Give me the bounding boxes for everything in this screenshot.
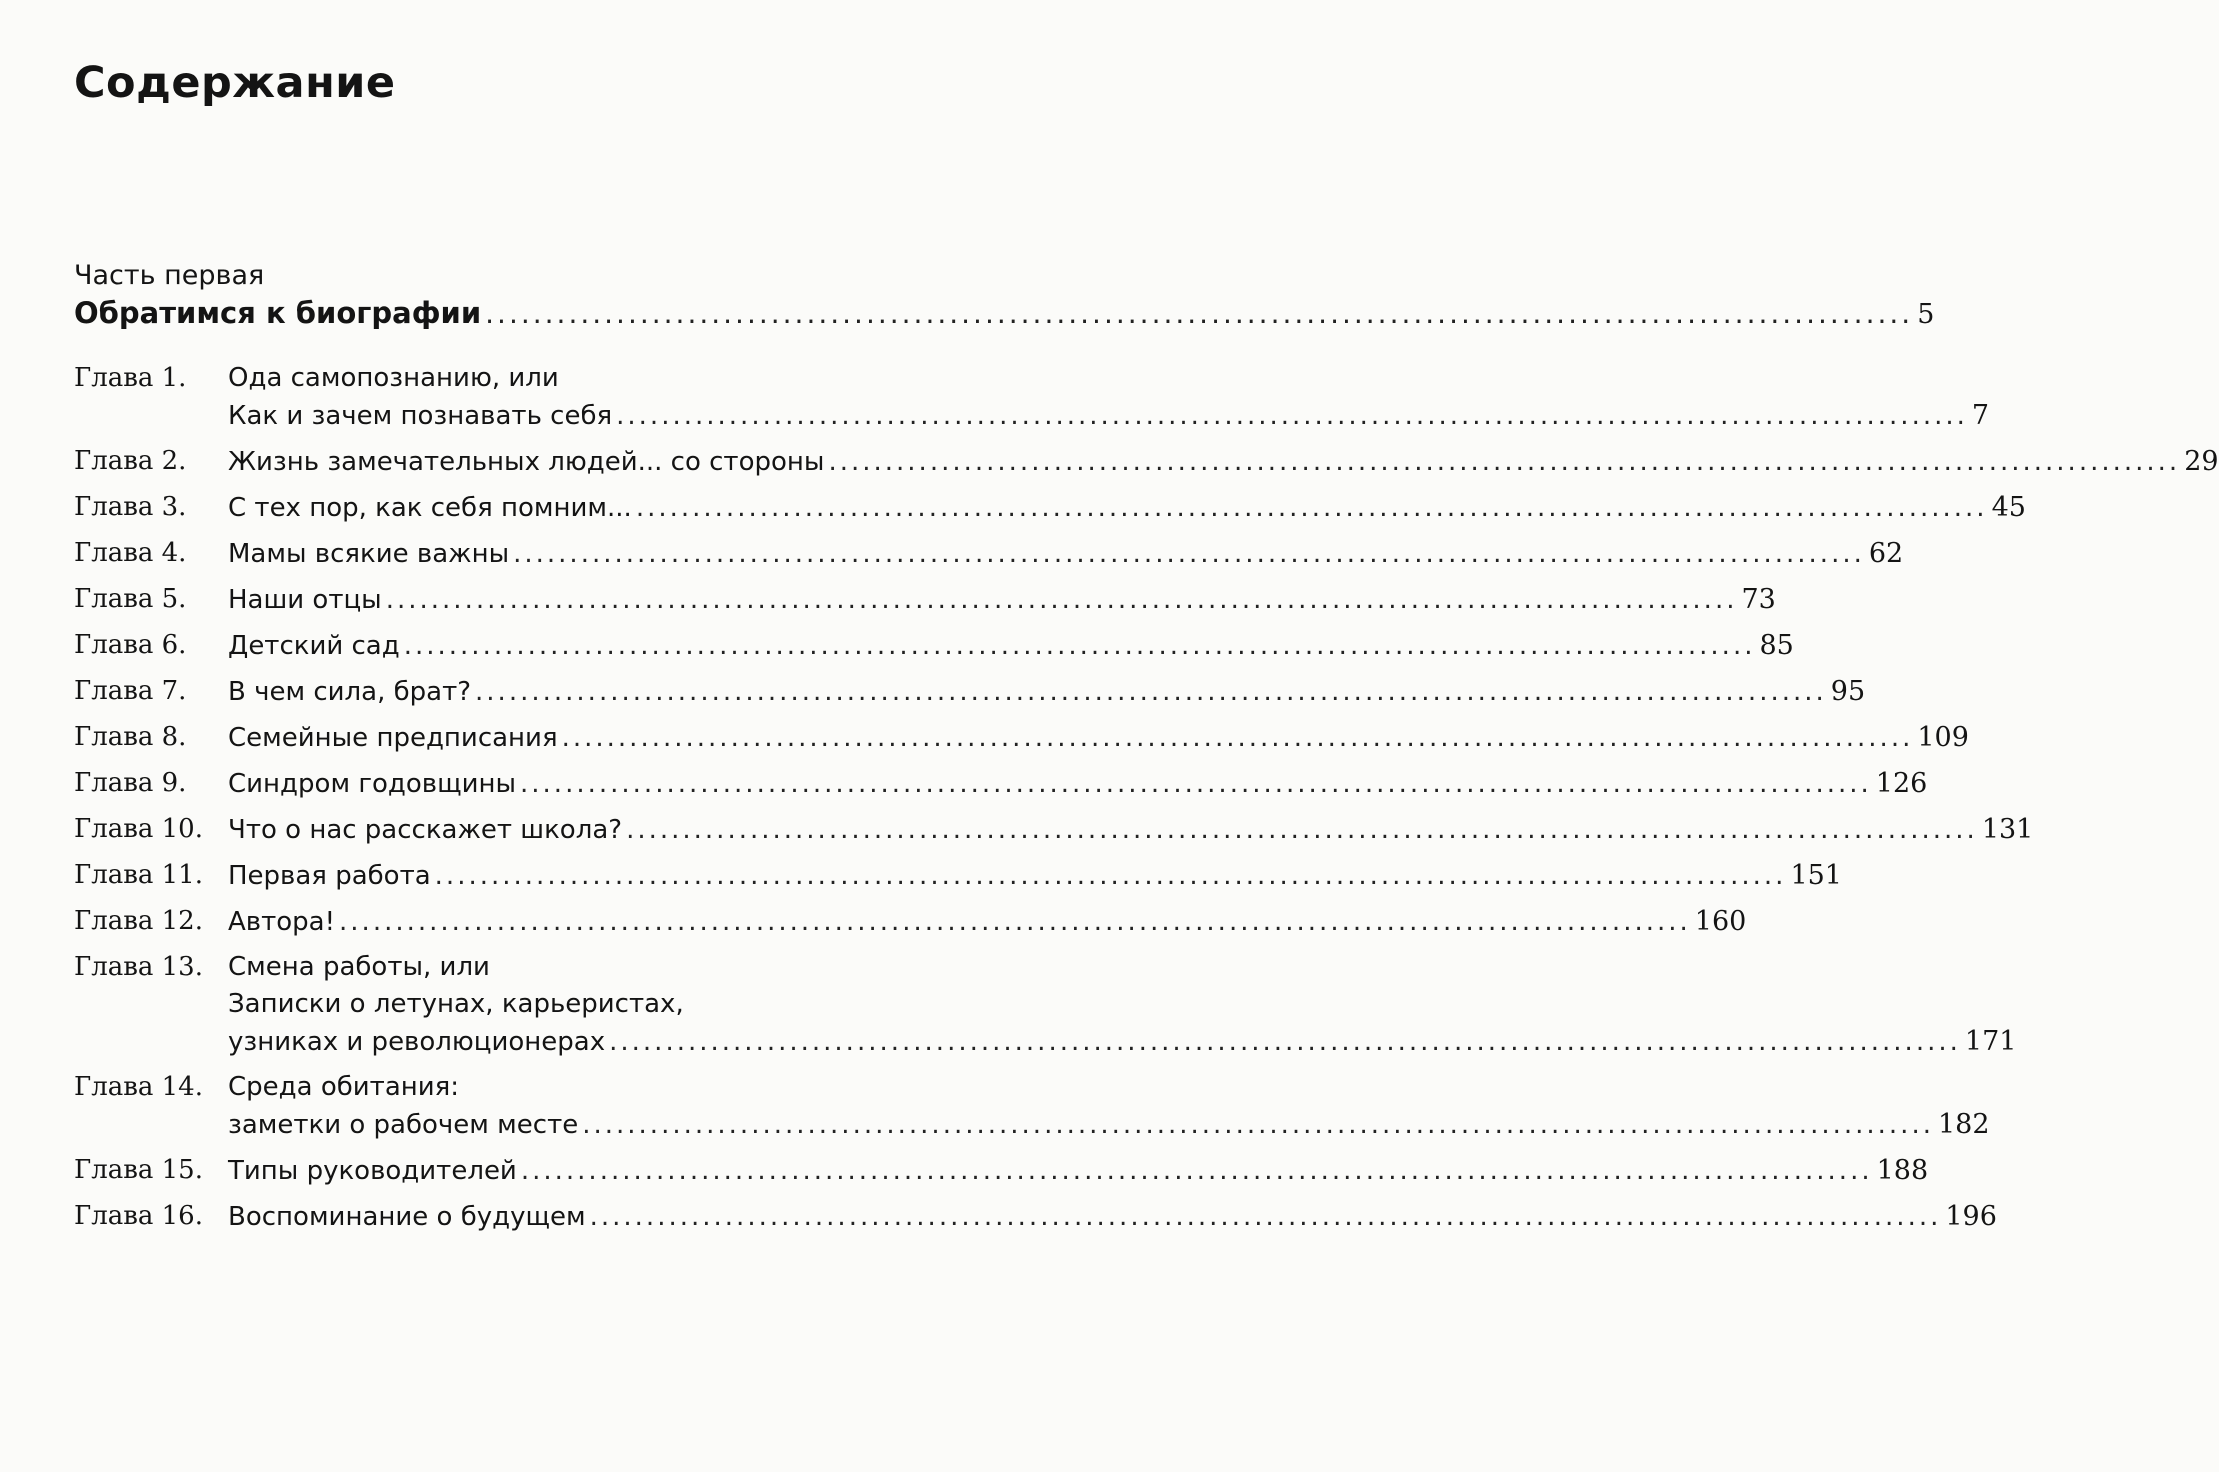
dot-leader: ........................................................................................................................ (475, 677, 1827, 707)
page-number: 196 (1945, 1201, 1997, 1232)
dot-leader: ........................................................................................................................ (609, 1027, 1961, 1057)
chapter-title-last-line (228, 535, 1903, 573)
chapter-title-line: Ода самопознанию, или (228, 363, 559, 393)
chapter-title-line: Мамы всякие важны (228, 539, 510, 569)
chapter-number: Глава 15. (74, 1155, 203, 1185)
page-number: 85 (1759, 630, 1794, 661)
chapter-title-line: Записки о летунах, карьеристах, (228, 989, 684, 1019)
chapter-title-last-line (228, 1152, 1928, 1190)
toc-entry (74, 1198, 1997, 1236)
chapter-title-last-line (228, 857, 1842, 895)
dot-leader: ........................................................................................................................ (582, 1110, 1934, 1140)
dot-leader: ........................................................................................................................ (513, 539, 1865, 569)
chapter-title (228, 360, 1989, 435)
page-number: 73 (1741, 584, 1776, 615)
chapter-title-last-line (228, 397, 1989, 435)
chapter-title-last-line (228, 1106, 1990, 1144)
toc-entry (74, 1069, 1990, 1144)
toc-entry (74, 489, 2026, 527)
chapter-title-line: Наши отцы (228, 585, 382, 615)
chapter-title-last-line (228, 1023, 2016, 1061)
toc-entry (74, 360, 1990, 435)
dot-leader: ........................................................................................................................ (339, 907, 1691, 937)
part-title: Обратимся к биографии (74, 296, 482, 330)
toc-entry (74, 581, 1776, 619)
chapter-title-last-line (228, 581, 1776, 619)
chapter-number: Глава 5. (74, 584, 187, 614)
chapter-title-line: Жизнь замечательных людей... со стороны (228, 447, 825, 477)
chapter-number: Глава 13. (74, 952, 203, 982)
page-number: 126 (1875, 768, 1928, 799)
chapter-number: Глава 4. (74, 538, 187, 568)
chapter-title-last-line (228, 1198, 1997, 1236)
chapter-title-last-line (228, 627, 1794, 665)
page-number: 62 (1868, 538, 1904, 569)
page-number: 171 (1964, 1026, 2017, 1057)
dot-leader: ........................................................................................................................ (403, 631, 1756, 661)
chapter-title-last-line (228, 673, 1865, 711)
chapter-title-line: Типы руководителей (228, 1156, 517, 1186)
chapter-title-last-line (228, 489, 2026, 527)
chapter-number: Глава 8. (74, 722, 187, 752)
part-page-number: 5 (1917, 299, 1935, 330)
chapter-title-line: Первая работа (228, 861, 431, 891)
chapter-title (228, 581, 1776, 619)
toc-list (74, 360, 2219, 1244)
toc-entry (74, 857, 1842, 895)
chapter-title (228, 857, 1842, 895)
toc-entry (74, 765, 1928, 803)
page-number: 7 (1971, 400, 1990, 431)
dot-leader: ........................................................................................................................ (561, 723, 1914, 753)
chapter-number: Глава 10. (74, 814, 203, 844)
dot-leader: ........................................................................................................................ (626, 815, 1978, 845)
chapter-title-line: Автора! (228, 907, 336, 937)
toc-entry (74, 719, 1969, 757)
toc-entry (74, 949, 2017, 1061)
chapter-title-line: В чем сила, брат? (228, 677, 472, 707)
chapter-title (228, 765, 1927, 803)
chapter-title-line: Что о нас расскажет школа? (228, 815, 623, 845)
dot-leader: ........................................................................................................................ (385, 585, 1738, 615)
chapter-title-line: Семейные предписания (228, 723, 558, 753)
part-title-row (74, 296, 1935, 330)
chapter-title (228, 1069, 1990, 1144)
chapter-title-last-line (228, 765, 1927, 803)
part-label: Часть первая (74, 260, 265, 291)
chapter-number: Глава 12. (74, 906, 203, 936)
page-number: 151 (1790, 860, 1842, 891)
dot-leader: ........................................................................................................................ (520, 1156, 1873, 1186)
chapter-number: Глава 3. (74, 492, 187, 522)
chapter-number: Глава 1. (74, 363, 187, 393)
chapter-number: Глава 2. (74, 446, 187, 476)
chapter-title (228, 811, 2033, 849)
dot-leader: ........................................................................................................................ (616, 401, 1968, 431)
chapter-title-line: Среда обитания: (228, 1072, 460, 1102)
toc-entry (74, 811, 2034, 849)
chapter-number: Глава 16. (74, 1201, 203, 1231)
chapter-number: Глава 6. (74, 630, 187, 660)
chapter-title-last-line (228, 719, 1969, 757)
dot-leader: ........................................................................................................................ (589, 1202, 1942, 1232)
dot-leader: ........................................................................................................................ (635, 493, 1988, 523)
chapter-title-line: заметки о рабочем месте (228, 1110, 579, 1140)
dot-leader: ........................................................................................................................ (520, 769, 1872, 799)
toc-entry (74, 1152, 1929, 1190)
chapter-title-line: С тех пор, как себя помним... (228, 493, 632, 523)
page-number: 45 (1991, 492, 2026, 523)
page-number: 95 (1830, 676, 1866, 707)
chapter-title-line: Смена работы, или (228, 952, 490, 982)
page-number: 131 (1981, 814, 2034, 845)
chapter-number: Глава 11. (74, 860, 203, 890)
toc-entry (74, 627, 1794, 665)
chapter-title-line: Воспоминание о будущем (228, 1202, 586, 1232)
page-title: Содержание (74, 58, 396, 108)
toc-entry (74, 535, 1904, 573)
chapter-title (228, 1152, 1928, 1190)
toc-entry (74, 903, 1747, 941)
page-number: 109 (1917, 722, 1969, 753)
chapter-title (228, 1198, 1997, 1236)
toc-entry (74, 673, 1866, 711)
chapter-title (228, 903, 1746, 941)
chapter-title (228, 719, 1969, 757)
chapter-title-last-line (228, 811, 2033, 849)
chapter-number: Глава 14. (74, 1072, 203, 1102)
chapter-title (228, 627, 1794, 665)
chapter-title (228, 489, 2026, 527)
chapter-title (228, 535, 1903, 573)
chapter-number: Глава 7. (74, 676, 187, 706)
page-number: 29 (2184, 446, 2219, 477)
chapter-title (228, 443, 2219, 481)
dot-leader: ........................................................................................................................ (828, 447, 2181, 477)
page-number: 188 (1876, 1155, 1929, 1186)
chapter-title (228, 949, 2016, 1061)
chapter-title-line: Синдром годовщины (228, 769, 517, 799)
chapter-title (228, 673, 1865, 711)
page-number: 160 (1694, 906, 1747, 937)
chapter-title-last-line (228, 903, 1746, 941)
dot-leader: ........................................................................................................................ (485, 297, 1914, 330)
dot-leader: ........................................................................................................................ (434, 861, 1787, 891)
chapter-number: Глава 9. (74, 768, 187, 798)
chapter-title-last-line (228, 443, 2219, 481)
chapter-title-line: Детский сад (228, 631, 400, 661)
chapter-title-line: узниках и революционерах (228, 1027, 606, 1057)
page-number: 182 (1937, 1109, 1990, 1140)
toc-entry (74, 443, 2219, 481)
chapter-title-line: Как и зачем познавать себя (228, 401, 613, 431)
